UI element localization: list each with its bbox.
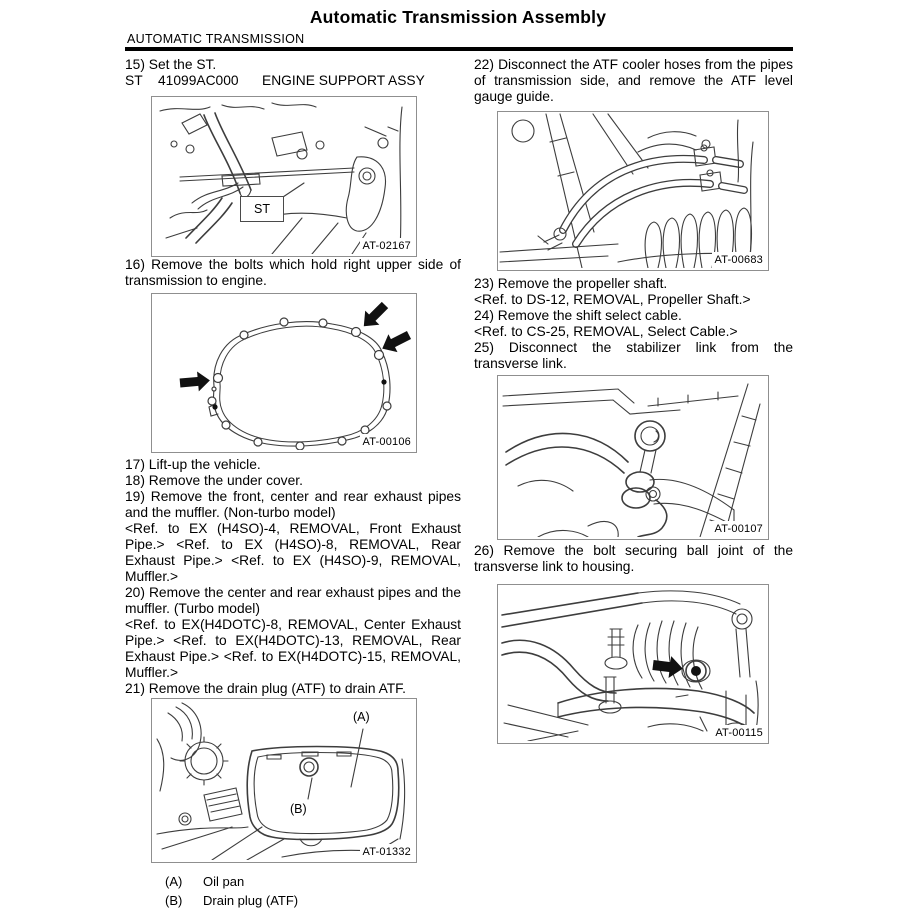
- legend-key-b: (B): [165, 893, 183, 908]
- figure-label: AT-02167: [360, 238, 411, 254]
- steps-23-25: [474, 276, 793, 372]
- step-23: 23) Remove the propeller shaft.: [474, 276, 668, 291]
- legend-item-a: [165, 872, 461, 891]
- st-part-number: 41099AC000: [158, 73, 239, 88]
- legend-key-a: (A): [165, 874, 183, 889]
- st-prefix: ST: [125, 73, 143, 88]
- engine-support-illustration: [152, 97, 414, 254]
- ref-23: <Ref. to DS-12, REMOVAL, Propeller Shaft.>: [474, 292, 751, 307]
- step-15: 15) Set the ST.: [125, 57, 217, 72]
- figure-legend: [165, 872, 461, 910]
- step-21: 21) Remove the drain plug (ATF) to drain ATF.: [125, 681, 406, 696]
- legend-item-b: [165, 891, 461, 910]
- step-20: 20) Remove the center and rear exhaust pipes and the muffler. (Turbo model): [125, 585, 461, 616]
- ref-20: <Ref. to EX(H4DOTC)-8, REMOVAL, Center Exhaust Pipe.> <Ref. to EX(H4DOTC)-13, REMOVAL, Rear Exhaust Pipe.> <Ref. to EX(H4DOTC)-15, REMOVAL, Muffler.>: [125, 617, 461, 680]
- st-tag-box: ST: [240, 196, 284, 222]
- ref-19: <Ref. to EX (H4SO)-4, REMOVAL, Front Exhaust Pipe.> <Ref. to EX (H4SO)-8, REMOVAL, Rear Exhaust Pipe.> <Ref. to EX (H4SO)-9, REMOVAL, Muffler.>: [125, 521, 461, 584]
- step-18: 18) Remove the under cover.: [125, 473, 303, 488]
- figure-transverse-link: [497, 584, 769, 744]
- step-19: 19) Remove the front, center and rear exhaust pipes and the muffler. (Non-turbo model): [125, 489, 461, 520]
- step-17: 17) Lift-up the vehicle.: [125, 457, 261, 472]
- figure-label: AT-00106: [360, 434, 411, 450]
- figure-case-bolts: [151, 293, 417, 453]
- stabilizer-link-illustration: [498, 376, 766, 537]
- step-24: 24) Remove the shift select cable.: [474, 308, 682, 323]
- atf-hoses-illustration: [498, 112, 766, 268]
- section-label: AUTOMATIC TRANSMISSION: [127, 32, 305, 46]
- legend-text-a: Oil pan: [203, 874, 245, 889]
- case-bolts-illustration: [152, 294, 414, 450]
- page-title: Automatic Transmission Assembly: [309, 7, 607, 27]
- step-26: 26) Remove the bolt securing ball joint of the transverse link to housing.: [474, 543, 793, 574]
- header-rule: [125, 47, 793, 51]
- step-22: 22) Disconnect the ATF cooler hoses from the pipes of transmission side, and remove the ATF level gauge guide.: [474, 57, 793, 104]
- legend-text-b: Drain plug (ATF): [203, 893, 299, 908]
- figure-stabilizer-link: [497, 375, 769, 540]
- figure-oil-pan: [151, 698, 417, 863]
- transverse-link-illustration: [498, 585, 766, 741]
- st-tool-name: ENGINE SUPPORT ASSY: [262, 73, 425, 88]
- step-25: 25) Disconnect the stabilizer link from the transverse link.: [474, 340, 793, 371]
- right-column: [474, 57, 793, 744]
- figure-engine-support: [151, 96, 417, 257]
- figure-label: AT-01332: [360, 844, 411, 860]
- figure-label: AT-00115: [712, 725, 763, 741]
- step-16: 16) Remove the bolts which hold right upper side of transmission to engine.: [125, 257, 461, 288]
- steps-17-21: [125, 457, 461, 697]
- figure-atf-hoses: [497, 111, 769, 271]
- left-column: [125, 57, 461, 910]
- callout-a: (A): [353, 710, 370, 724]
- oil-pan-illustration: [152, 699, 414, 860]
- figure-label: AT-00683: [712, 252, 763, 268]
- figure-label: AT-00107: [712, 521, 763, 537]
- callout-b: (B): [290, 802, 307, 816]
- st-tool-line: [125, 73, 461, 89]
- ref-24: <Ref. to CS-25, REMOVAL, Select Cable.>: [474, 324, 738, 339]
